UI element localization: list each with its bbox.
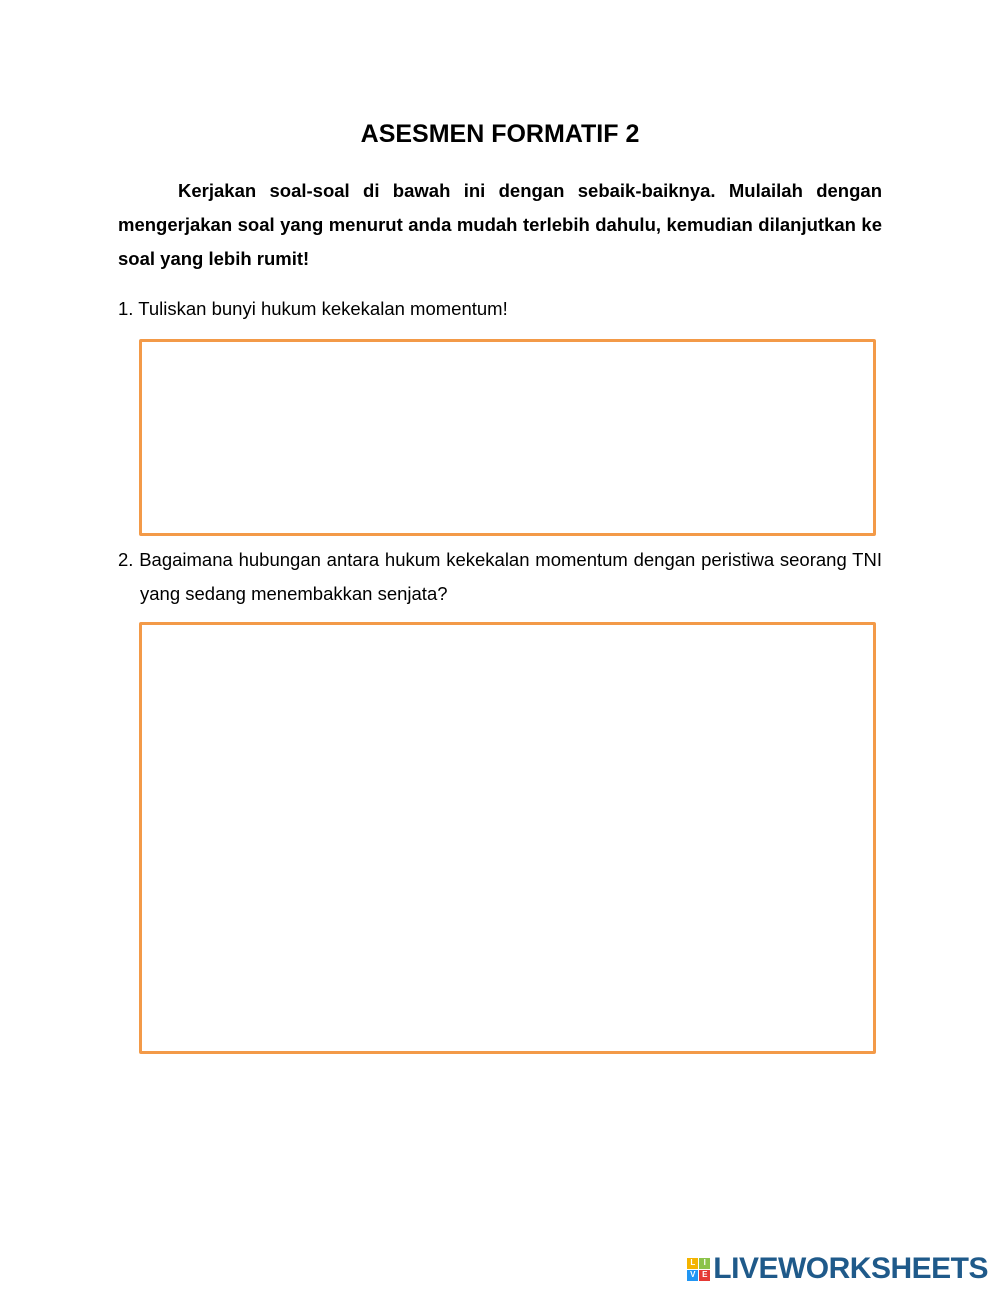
question-2-answer-box[interactable] (139, 622, 876, 1054)
brand-wordmark: LIVEWORKSHEETS (713, 1252, 988, 1285)
logo-letter-e: E (699, 1270, 710, 1281)
question-1-text: 1. Tuliskan bunyi hukum kekekalan momentum! (118, 298, 508, 319)
logo-letter-v: V (687, 1270, 698, 1281)
liveworksheets-brand (687, 1254, 988, 1284)
instructions-text: Kerjakan soal-soal di bawah ini dengan sebaik-baiknya. Mulailah dengan mengerjakan soal yang menurut anda mudah terlebih dahulu, kemudian dilanjutkan ke soal yang lebih rumit! (118, 180, 882, 269)
question-1-answer-box[interactable] (139, 339, 876, 536)
question-2-text: 2. Bagaimana hubungan antara hukum kekekalan momentum dengan peristiwa seorang TNI yang sedang menembakkan senjata? (118, 549, 882, 604)
page-title: ASESMEN FORMATIF 2 (360, 120, 640, 148)
logo-letter-l: L (687, 1258, 698, 1269)
liveworksheets-logo-icon (687, 1258, 710, 1281)
logo-letter-i: I (699, 1258, 710, 1269)
